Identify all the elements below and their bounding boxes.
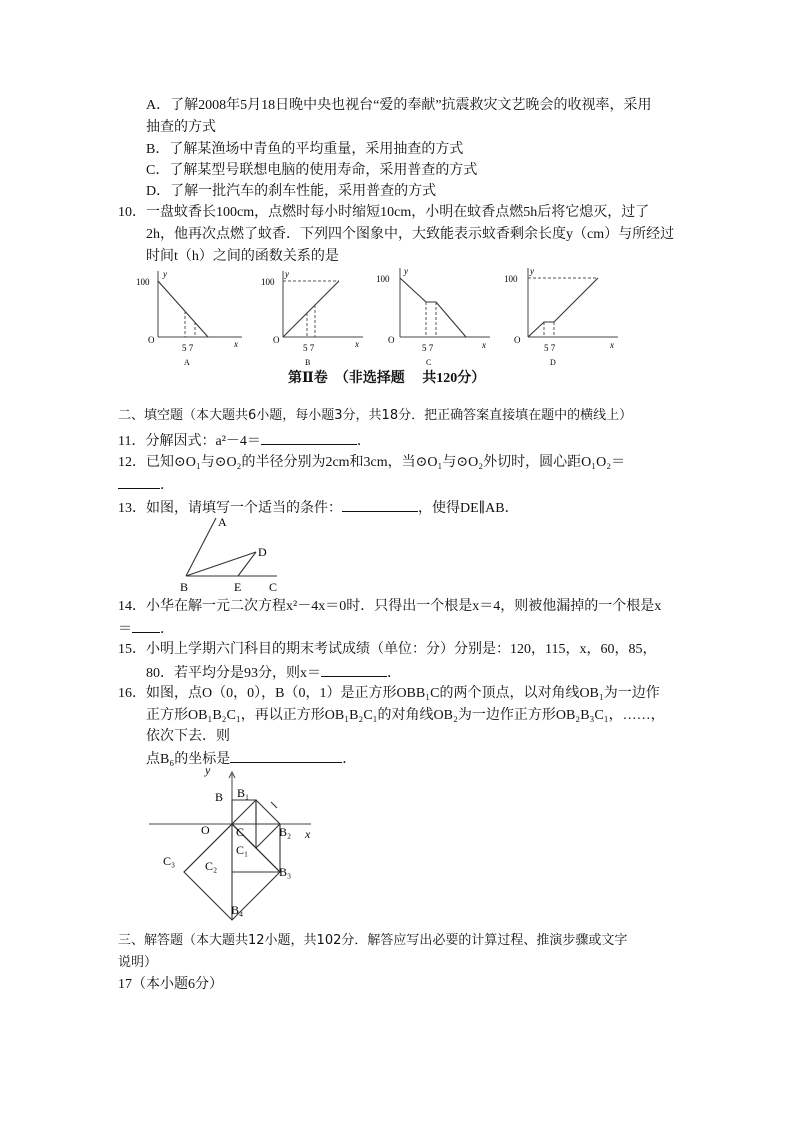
q13-label-b: B (180, 580, 189, 594)
graph-c-x-axis: x (482, 340, 486, 350)
q13-label-c: C (269, 580, 278, 594)
q11-text: 11．分解因式：a²－4＝ (118, 434, 261, 449)
q14-end: ． (160, 622, 174, 637)
graph-a-x-ticks: 5 7 (182, 343, 194, 353)
q9-option-b: B．了解某渔场中青鱼的平均重量，采用抽查的方式 (146, 142, 464, 157)
graph-c-x-ticks: 5 7 (422, 343, 434, 353)
q10-line2: 2h，他再次点燃了蚊香．下列四个图象中，大致能表示蚊香剩余长度y（cm）与所经过 (146, 227, 675, 242)
graph-b-y-axis: y (285, 269, 289, 279)
q14-answer-blank[interactable] (132, 618, 160, 633)
graph-c-y-axis: y (404, 266, 408, 276)
q16-line3: 依次下去．则 (146, 729, 230, 744)
q11-answer-blank[interactable] (261, 430, 357, 445)
graph-b-label: B (305, 358, 311, 367)
q12-line1: 12．已知⊙O₁与⊙O₂的半径分别为2cm和3cm，当⊙O₁与⊙O₂外切时，圆心距O₁O₂＝ (118, 455, 626, 470)
q10-line1: 10．一盘蚊香长100cm，点燃时每小时缩短10cm，小明在蚊香点燃5h后将它熄灭，过了 (118, 205, 650, 220)
q16-label-b4: B₄ (231, 903, 244, 917)
graph-a-origin: O (148, 335, 155, 345)
q13-text: 13．如图，请填写一个适当的条件： (118, 501, 342, 516)
graph-d-label: D (550, 358, 556, 367)
q13-figure (174, 512, 294, 596)
q12-line2 (118, 474, 174, 496)
q13-label-a: A (218, 515, 227, 529)
graph-d-x-axis: x (610, 340, 614, 350)
q15-answer-blank[interactable] (321, 662, 387, 677)
graph-c-label: C (426, 358, 432, 367)
q16-line4-text: 点B₆的坐标是 (146, 752, 231, 767)
q14-line2-start: ＝ (118, 622, 132, 637)
q9-option-a-line1: A．了解2008年5月18日晚中央也视台“爱的奉献”抗震救灾文艺晚会的收视率，采用 (146, 98, 652, 113)
graph-a-y-tick: 100 (136, 277, 150, 287)
q16-label-b2: B₂ (279, 825, 292, 839)
q12-answer-blank[interactable] (118, 474, 160, 489)
q14-line2 (118, 618, 174, 640)
q15-line1: 15．小明上学期六门科目的期末考试成绩（单位：分）分别是：120，115，x，60，85， (118, 642, 657, 657)
q14-line1: 14．小华在解一元二次方程x²－4x＝0时．只得出一个根是x＝4，则被他漏掉的一个根是x (118, 599, 662, 614)
q9-option-a-line2: 抽查的方式 (146, 120, 216, 135)
q13-label-e: E (234, 580, 242, 594)
q16-label-b1: B₁ (237, 786, 250, 800)
q16-label-c: C (236, 825, 245, 839)
graph-b-x-ticks: 5 7 (303, 343, 315, 353)
graph-d-y-tick: 100 (504, 274, 518, 284)
q16-figure (145, 762, 330, 922)
section2-title: 二、填空题（本大题共6小题，每小题3分，共18分．把正确答案直接填在题中的横线上） (118, 408, 633, 423)
q13-after: ，使得DE∥AB． (418, 501, 519, 516)
q16-end: ． (342, 752, 357, 767)
q15-line2 (146, 662, 401, 684)
q13-label-d: D (258, 545, 267, 559)
q16-label-x: x (305, 827, 311, 841)
q13-answer-blank[interactable] (342, 497, 418, 512)
q16-label-c1: C₁ (236, 843, 249, 857)
graph-d-origin: O (514, 335, 521, 345)
graph-d (500, 262, 625, 370)
graph-a-label: A (184, 358, 190, 367)
graph-c-y-tick: 100 (376, 274, 390, 284)
q9-option-d: D．了解一批汽车的刹车性能，采用普查的方式 (146, 184, 437, 199)
q11 (118, 430, 371, 452)
part2-title: 第Ⅱ卷 （非选择题 共120分） (288, 371, 486, 386)
graph-b-origin: O (273, 335, 280, 345)
q16-answer-blank[interactable] (230, 748, 342, 763)
graph-a-x-axis: x (234, 339, 238, 349)
section3-line2: 说明） (118, 955, 158, 970)
graph-c-origin: O (388, 335, 395, 345)
q12-end: ． (160, 478, 174, 493)
graph-a-y-axis: y (163, 269, 167, 279)
q11-end: ． (356, 434, 371, 449)
graph-d-x-ticks: 5 7 (544, 343, 556, 353)
q16-line1: 16．如图，点O（0，0），B（0，1）是正方形OBB₁C的两个顶点，以对角线OB₁为一边作 (118, 686, 660, 701)
q15-end: ． (387, 666, 401, 681)
section3-line1: 三、解答题（本大题共12小题，共102分．解答应写出必要的计算过程、推演步骤或文字 (118, 933, 628, 948)
graph-b-x-axis: x (355, 339, 359, 349)
q16-label-c3: C₃ (163, 854, 176, 868)
q16-label-b3: B₃ (279, 865, 292, 879)
q15-line2-text: 80．若平均分是93分，则x＝ (146, 666, 321, 681)
graph-a (130, 265, 250, 370)
graph-d-y-axis: y (530, 266, 534, 276)
q16-line2: 正方形OB₁B₂C₁，再以正方形OB₁B₂C₁的对角线OB₂为一边作正方形OB₂B₃C₁，……， (146, 708, 665, 723)
graph-c (372, 262, 497, 370)
q16-label-y: y (205, 763, 211, 777)
q10-line3: 时间t（h）之间的函数关系的是 (146, 249, 339, 264)
q17-title: 17（本小题6分） (118, 977, 223, 992)
q16-label-o: O (201, 823, 210, 837)
graph-b-y-tick: 100 (261, 277, 275, 287)
q9-option-c: C．了解某型号联想电脑的使用寿命，采用普查的方式 (146, 163, 478, 178)
q16-label-b: B (215, 790, 224, 804)
q16-label-c2: C₂ (205, 859, 218, 873)
graph-b (255, 265, 375, 370)
